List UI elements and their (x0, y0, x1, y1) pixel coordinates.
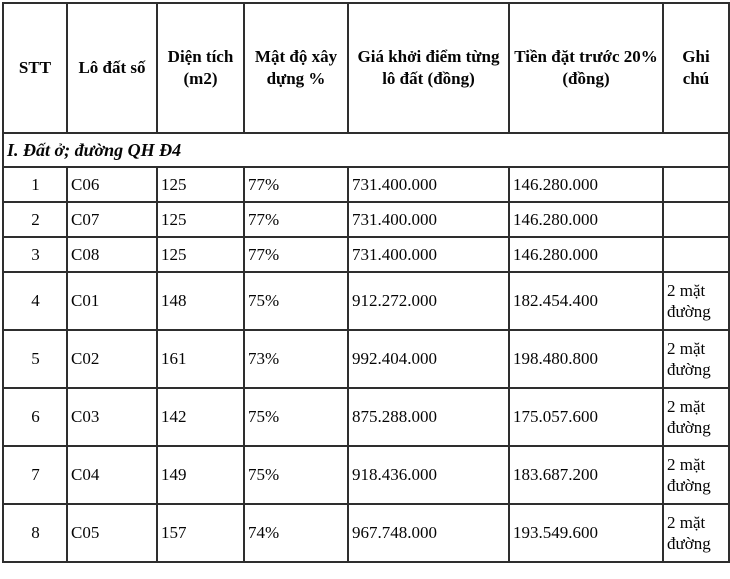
cell-starting-price: 967.748.000 (348, 504, 509, 562)
cell-starting-price: 875.288.000 (348, 388, 509, 446)
cell-stt: 6 (3, 388, 67, 446)
cell-stt: 8 (3, 504, 67, 562)
cell-stt: 5 (3, 330, 67, 388)
cell-starting-price: 918.436.000 (348, 446, 509, 504)
cell-notes: 2 mặt đường (663, 330, 729, 388)
cell-area: 142 (157, 388, 244, 446)
header-density: Mật độ xây dựng % (244, 3, 348, 133)
cell-stt: 1 (3, 167, 67, 202)
cell-deposit: 183.687.200 (509, 446, 663, 504)
cell-lot-number: C08 (67, 237, 157, 272)
table-row (3, 237, 729, 272)
cell-lot-number: C07 (67, 202, 157, 237)
table-row (3, 272, 729, 330)
cell-area: 161 (157, 330, 244, 388)
cell-notes: 2 mặt đường (663, 446, 729, 504)
table-row (3, 446, 729, 504)
cell-deposit: 182.454.400 (509, 272, 663, 330)
table-row (3, 202, 729, 237)
document-page (0, 2, 730, 579)
cell-density: 75% (244, 446, 348, 504)
cell-density: 77% (244, 202, 348, 237)
cell-density: 74% (244, 504, 348, 562)
cell-lot-number: C04 (67, 446, 157, 504)
cell-density: 75% (244, 272, 348, 330)
cell-starting-price: 731.400.000 (348, 202, 509, 237)
header-row (3, 3, 729, 133)
header-lot-number: Lô đất số (67, 3, 157, 133)
land-lot-price-table (2, 2, 730, 563)
header-area: Diện tích (m2) (157, 3, 244, 133)
cell-notes: 2 mặt đường (663, 388, 729, 446)
cell-density: 73% (244, 330, 348, 388)
table-row (3, 504, 729, 562)
cell-density: 75% (244, 388, 348, 446)
cell-starting-price: 912.272.000 (348, 272, 509, 330)
header-stt: STT (3, 3, 67, 133)
cell-deposit: 175.057.600 (509, 388, 663, 446)
cell-deposit: 146.280.000 (509, 167, 663, 202)
cell-lot-number: C03 (67, 388, 157, 446)
cell-deposit: 198.480.800 (509, 330, 663, 388)
table-row (3, 167, 729, 202)
cell-starting-price: 992.404.000 (348, 330, 509, 388)
cell-notes: 2 mặt đường (663, 504, 729, 562)
cell-area: 125 (157, 167, 244, 202)
cell-area: 125 (157, 237, 244, 272)
cell-stt: 7 (3, 446, 67, 504)
cell-lot-number: C05 (67, 504, 157, 562)
cell-lot-number: C01 (67, 272, 157, 330)
header-deposit: Tiền đặt trước 20% (đồng) (509, 3, 663, 133)
cell-stt: 2 (3, 202, 67, 237)
cell-notes (663, 202, 729, 237)
cell-starting-price: 731.400.000 (348, 237, 509, 272)
cell-density: 77% (244, 167, 348, 202)
cell-area: 125 (157, 202, 244, 237)
cell-notes: 2 mặt đường (663, 272, 729, 330)
cell-area: 148 (157, 272, 244, 330)
cell-deposit: 193.549.600 (509, 504, 663, 562)
section-header-row (3, 133, 729, 167)
cell-deposit: 146.280.000 (509, 237, 663, 272)
cell-notes (663, 237, 729, 272)
header-notes: Ghi chú (663, 3, 729, 133)
cell-lot-number: C02 (67, 330, 157, 388)
cell-stt: 3 (3, 237, 67, 272)
cell-deposit: 146.280.000 (509, 202, 663, 237)
cell-lot-number: C06 (67, 167, 157, 202)
cell-area: 157 (157, 504, 244, 562)
table-row (3, 330, 729, 388)
cell-stt: 4 (3, 272, 67, 330)
cell-starting-price: 731.400.000 (348, 167, 509, 202)
cell-area: 149 (157, 446, 244, 504)
header-starting-price: Giá khởi điểm từng lô đất (đồng) (348, 3, 509, 133)
cell-notes (663, 167, 729, 202)
cell-density: 77% (244, 237, 348, 272)
table-row (3, 388, 729, 446)
section-header: I. Đất ở; đường QH Đ4 (3, 133, 729, 167)
